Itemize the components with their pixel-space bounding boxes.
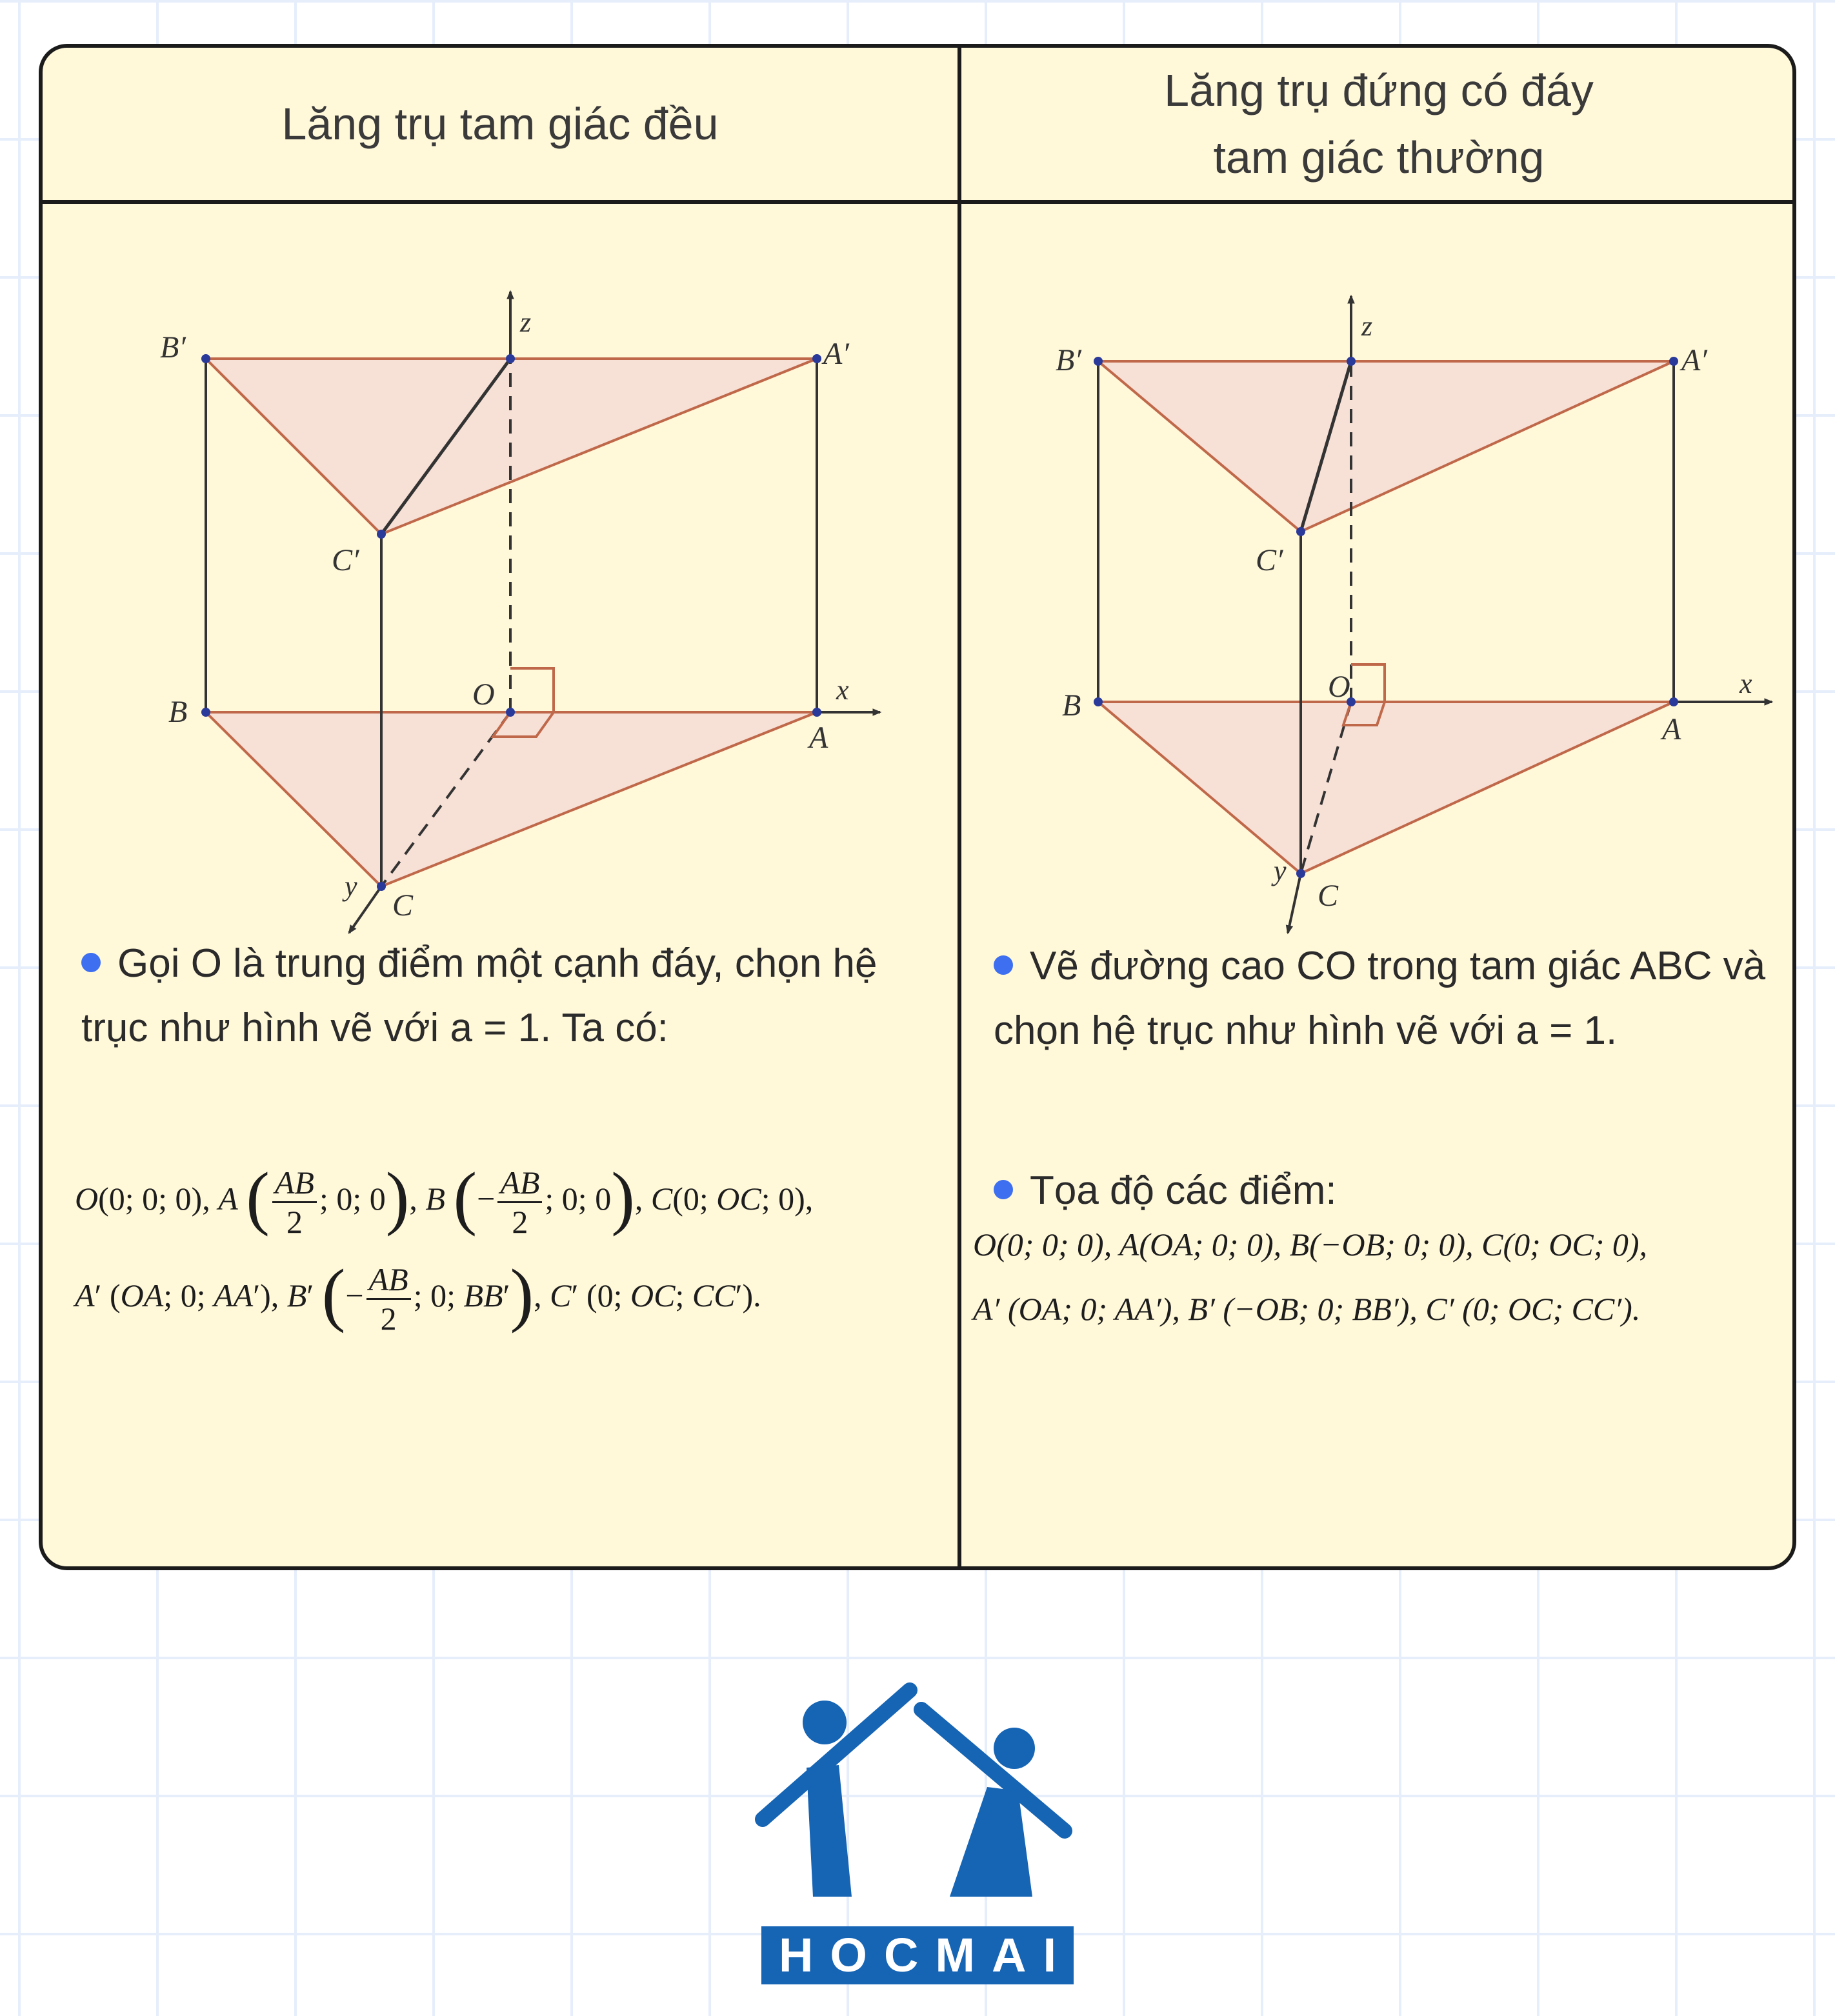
right-prism-svg: [985, 235, 1791, 957]
label-a: A: [809, 721, 828, 755]
left-header: [43, 48, 958, 200]
top-face: [1098, 361, 1674, 532]
bottom-face: [206, 712, 817, 886]
header-divider: [43, 200, 1792, 204]
right-description-text: Vẽ đường cao CO trong tam giác ABC và chọn hệ trục như hình vẽ với a = 1.: [994, 944, 1766, 1053]
column-divider: [958, 48, 961, 1566]
label-c-prime: C′: [332, 543, 359, 577]
right-header-line1: Lăng trụ đứng có đáy: [1164, 65, 1594, 115]
left-coords-line1: O(0; 0; 0), A ( $\frac{AB}{2}$ ; 0; 0), B (− $\frac{AB}{2}$ ; 0; 0), C(0; OC; 0),: [75, 1157, 814, 1240]
right-angle-vertical: [1351, 664, 1385, 702]
left-description: [81, 932, 933, 1061]
right-prism-figure: [985, 235, 1791, 961]
left-header-text: Lăng trụ tam giác đều: [281, 99, 719, 149]
label-a-prime: A′: [1681, 343, 1707, 377]
left-prism-svg: [88, 235, 901, 957]
label-x: x: [836, 674, 849, 706]
bullet-dot: [994, 955, 1013, 975]
right-header-line2: tam giác thường: [1213, 132, 1545, 183]
label-z: z: [520, 306, 532, 338]
left-coords-line2: A′ (OA; 0; AA′), B′ (− $\frac{AB}{2}$ ; 0; BB′), C′ (0; OC; CC′).: [75, 1254, 761, 1337]
left-description-text: Gọi O là trung điểm một cạnh đáy, chọn hệ trục như hình vẽ với a = 1. Ta có:: [81, 941, 877, 1050]
bullet-dot: [994, 1180, 1013, 1199]
bottom-face: [1098, 702, 1674, 873]
right-angle-vertical: [510, 668, 554, 712]
label-c: C: [1318, 879, 1339, 913]
label-a: A: [1662, 712, 1681, 746]
right-header: [961, 48, 1796, 200]
bullet-dot: [81, 953, 101, 972]
label-y: y: [345, 870, 357, 902]
label-o: O: [1328, 670, 1350, 704]
label-y: y: [1274, 855, 1287, 886]
label-b: B: [168, 695, 188, 729]
label-x: x: [1740, 668, 1752, 699]
comparison-table: [39, 44, 1796, 1570]
label-a-prime: A′: [823, 337, 849, 371]
label-o: O: [472, 677, 495, 712]
label-b-prime: B′: [160, 330, 186, 364]
label-z: z: [1361, 310, 1373, 342]
label-c: C: [392, 888, 414, 923]
right-description: [994, 934, 1794, 1063]
label-b: B: [1062, 688, 1081, 723]
logo-wordmark: HOCMAI: [761, 1926, 1074, 1984]
right-coords-line2: A′ (OA; 0; AA′), B′ (−OB; 0; BB′), C′ (0; OC; CC′).: [973, 1291, 1641, 1327]
label-c-prime: C′: [1256, 543, 1283, 577]
y-axis-arrow: [1288, 873, 1301, 933]
right-coords-title: [994, 1159, 1794, 1223]
right-coords-line1: O(0; 0; 0), A(OA; 0; 0), B(−OB; 0; 0), C(0; OC; 0),: [973, 1226, 1648, 1262]
logo-figures: [763, 1690, 1065, 1897]
right-coords-title-text: Tọa độ các điểm:: [1030, 1168, 1337, 1213]
left-prism-figure: [88, 235, 901, 961]
label-b-prime: B′: [1056, 343, 1081, 377]
